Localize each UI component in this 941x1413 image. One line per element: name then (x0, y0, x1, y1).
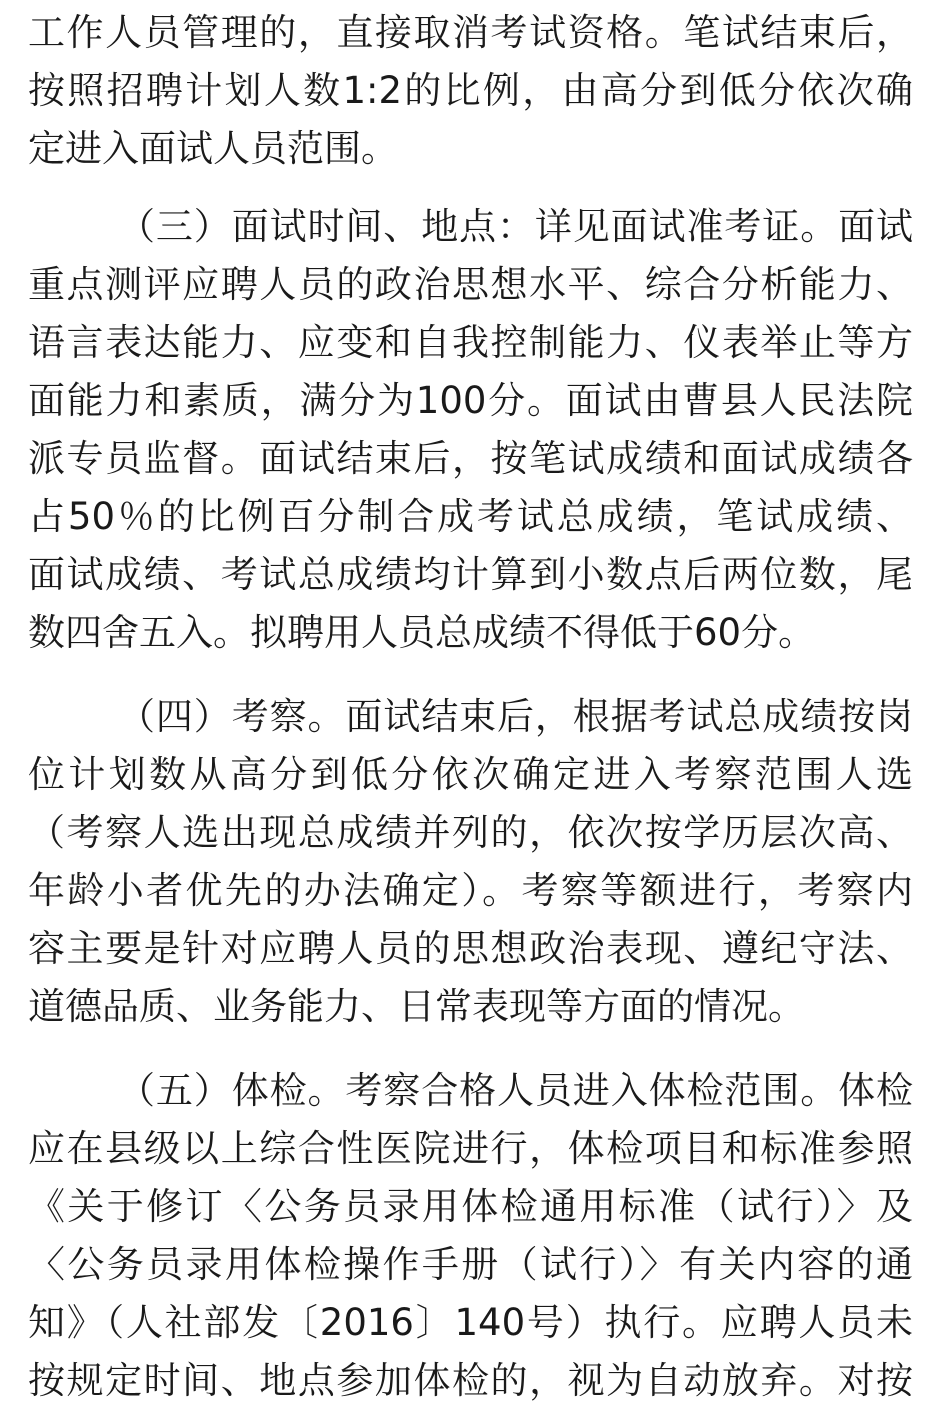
text-line: 语言表达能力、应变和自我控制能力、仪表举止等方 (28, 321, 913, 364)
paragraph-heading-line: （四）考察。面试结束后，根据考试总成绩按岗 (118, 695, 913, 738)
text-line: 面能力和素质，满分为100分。面试由曹县人民法院 (28, 379, 913, 422)
paragraph-heading-line: （五）体检。考察合格人员进入体检范围。体检 (118, 1069, 913, 1112)
text-line: 按规定时间、地点参加体检的，视为自动放弃。对按 (28, 1359, 913, 1402)
text-line: 占50％的比例百分制合成考试总成绩，笔试成绩、 (28, 495, 913, 538)
text-line: 工作人员管理的，直接取消考试资格。笔试结束后， (28, 11, 913, 54)
paragraph-heading-line: （三）面试时间、地点：详见面试准考证。面试 (118, 205, 913, 248)
text-line: 按照招聘计划人数1:2的比例，由高分到低分依次确 (28, 69, 913, 112)
text-line: 重点测评应聘人员的政治思想水平、综合分析能力、 (28, 263, 913, 306)
text-line: 知》（人社部发〔2016〕140号）执行。应聘人员未 (28, 1301, 913, 1344)
text-line: 面试成绩、考试总成绩均计算到小数点后两位数，尾 (28, 553, 913, 596)
text-line: 道德品质、业务能力、日常表现等方面的情况。 (28, 985, 805, 1028)
text-line: 年龄小者优先的办法确定）。考察等额进行，考察内 (28, 869, 913, 912)
text-line: 数四舍五入。拟聘用人员总成绩不得低于60分。 (28, 611, 816, 654)
text-line: 应在县级以上综合性医院进行，体检项目和标准参照 (28, 1127, 913, 1170)
text-line: 《关于修订〈公务员录用体检通用标准（试行）〉及 (28, 1185, 913, 1228)
text-line: 容主要是针对应聘人员的思想政治表现、遵纪守法、 (28, 927, 913, 970)
text-line: 派专员监督。面试结束后，按笔试成绩和面试成绩各 (28, 437, 913, 480)
text-line: 位计划数从高分到低分依次确定进入考察范围人选 (28, 753, 913, 796)
text-line: 〈公务员录用体检操作手册（试行）〉有关内容的通 (28, 1243, 913, 1286)
text-line: 定进入面试人员范围。 (28, 127, 398, 170)
text-line: （考察人选出现总成绩并列的，依次按学历层次高、 (28, 811, 913, 854)
